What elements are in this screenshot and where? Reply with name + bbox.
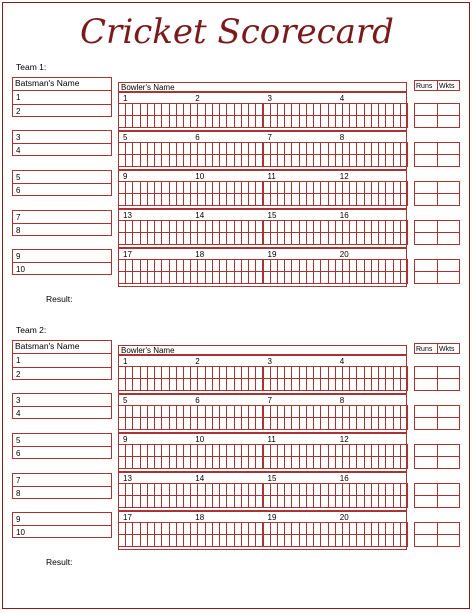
batsman-row[interactable]: 6 <box>16 449 21 458</box>
over-band <box>118 472 407 511</box>
row-divider <box>12 446 112 447</box>
over-number: 5 <box>123 396 128 405</box>
over-band <box>118 170 407 209</box>
row-divider <box>12 183 112 184</box>
over-number: 4 <box>339 357 345 366</box>
over-band <box>118 394 407 433</box>
over-number: 1 <box>123 94 128 103</box>
batsman-row[interactable]: 1 <box>16 93 21 103</box>
batsman-row[interactable]: 7 <box>16 213 21 222</box>
batsman-row[interactable]: 1 <box>16 356 21 366</box>
over-number: 11 <box>267 435 276 444</box>
team-label: Team 2: <box>16 325 47 335</box>
over-number: 13 <box>123 474 132 483</box>
runs-header: Runs <box>416 346 433 353</box>
runs-cell[interactable] <box>414 495 438 508</box>
over-number: 1 <box>123 357 128 366</box>
wkts-cell[interactable] <box>437 271 460 284</box>
row-divider <box>12 143 112 144</box>
runs-cell[interactable] <box>414 378 438 391</box>
row-divider <box>12 367 112 368</box>
runs-cell[interactable] <box>414 417 438 430</box>
batsman-row[interactable]: 3 <box>16 396 21 405</box>
over-band <box>118 248 407 287</box>
over-number: 15 <box>267 211 277 220</box>
runs-wkts-divider <box>437 343 438 354</box>
batsman-header: Batsman's Name <box>15 78 80 88</box>
wkts-header: Wkts <box>439 83 455 90</box>
over-band <box>118 511 407 550</box>
wkts-cell[interactable] <box>437 456 460 469</box>
over-number: 6 <box>195 396 200 405</box>
over-number: 3 <box>267 94 272 103</box>
over-number: 6 <box>195 133 200 142</box>
batsman-row[interactable]: 8 <box>16 226 21 235</box>
over-number: 14 <box>195 474 205 483</box>
over-band <box>118 355 407 394</box>
row-divider <box>12 406 112 407</box>
over-number: 2 <box>195 94 200 103</box>
runs-wkts-divider <box>437 80 438 91</box>
runs-cell[interactable] <box>414 232 438 245</box>
over-number: 19 <box>267 513 277 522</box>
over-number: 14 <box>195 211 205 220</box>
bowler-header: Bowler's Name <box>121 346 175 355</box>
over-number: 3 <box>267 357 272 366</box>
over-number: 5 <box>123 133 128 142</box>
wkts-cell[interactable] <box>437 417 460 430</box>
wkts-cell[interactable] <box>437 534 460 547</box>
batsman-header: Batsman's Name <box>15 341 80 351</box>
over-number: 9 <box>123 172 128 181</box>
wkts-cell[interactable] <box>437 495 460 508</box>
batsman-row[interactable]: 10 <box>16 528 25 537</box>
over-number: 8 <box>339 396 345 405</box>
wkts-cell[interactable] <box>437 232 460 245</box>
batsman-row[interactable]: 8 <box>16 489 21 498</box>
over-number: 12 <box>339 435 349 444</box>
over-number: 20 <box>339 513 349 522</box>
over-number: 12 <box>339 172 349 181</box>
runs-cell[interactable] <box>414 534 438 547</box>
result-label: Result: <box>46 557 73 567</box>
runs-cell[interactable] <box>414 456 438 469</box>
wkts-cell[interactable] <box>437 115 460 128</box>
batsman-row[interactable]: 9 <box>16 515 21 524</box>
over-number: 7 <box>267 133 272 142</box>
batsman-row[interactable]: 10 <box>16 265 25 274</box>
over-number: 7 <box>267 396 272 405</box>
runs-cell[interactable] <box>414 115 438 128</box>
over-number: 15 <box>267 474 277 483</box>
team-label: Team 1: <box>16 62 47 72</box>
over-number: 4 <box>339 94 345 103</box>
batsman-row[interactable]: 5 <box>16 436 21 445</box>
over-band <box>118 209 407 248</box>
batsman-row[interactable]: 3 <box>16 133 21 142</box>
wkts-cell[interactable] <box>437 154 460 167</box>
over-number: 18 <box>195 513 205 522</box>
batsman-row[interactable]: 4 <box>16 146 21 155</box>
over-number: 18 <box>195 250 205 259</box>
over-number: 9 <box>123 435 128 444</box>
over-band <box>118 433 407 472</box>
batsman-row[interactable]: 4 <box>16 409 21 418</box>
runs-cell[interactable] <box>414 271 438 284</box>
row-divider <box>12 486 112 487</box>
row-divider <box>12 262 112 263</box>
wkts-cell[interactable] <box>437 193 460 206</box>
over-number: 2 <box>195 357 200 366</box>
over-number: 10 <box>195 172 205 181</box>
over-number: 10 <box>195 435 205 444</box>
row-divider <box>12 90 112 91</box>
over-number: 17 <box>123 513 132 522</box>
over-number: 17 <box>123 250 132 259</box>
batsman-row[interactable]: 9 <box>16 252 21 261</box>
over-number: 8 <box>339 133 345 142</box>
bowler-header: Bowler's Name <box>121 83 175 92</box>
row-divider <box>12 525 112 526</box>
runs-cell[interactable] <box>414 193 438 206</box>
over-number: 16 <box>339 211 349 220</box>
batsman-row[interactable]: 2 <box>16 106 21 116</box>
over-number: 19 <box>267 250 277 259</box>
over-band <box>118 131 407 170</box>
batsman-row[interactable]: 2 <box>16 369 21 379</box>
batsman-row[interactable]: 7 <box>16 476 21 485</box>
result-label: Result: <box>46 294 73 304</box>
page-title: Cricket Scorecard <box>80 12 394 52</box>
row-divider <box>12 223 112 224</box>
row-divider <box>12 353 112 354</box>
over-number: 16 <box>339 474 349 483</box>
over-number: 11 <box>267 172 276 181</box>
runs-cell[interactable] <box>414 154 438 167</box>
wkts-cell[interactable] <box>437 378 460 391</box>
runs-header: Runs <box>416 83 433 90</box>
batsman-row[interactable]: 5 <box>16 173 21 182</box>
batsman-row[interactable]: 6 <box>16 186 21 195</box>
row-divider <box>12 104 112 105</box>
over-number: 13 <box>123 211 132 220</box>
over-number: 20 <box>339 250 349 259</box>
wkts-header: Wkts <box>439 346 455 353</box>
over-band <box>118 92 407 131</box>
